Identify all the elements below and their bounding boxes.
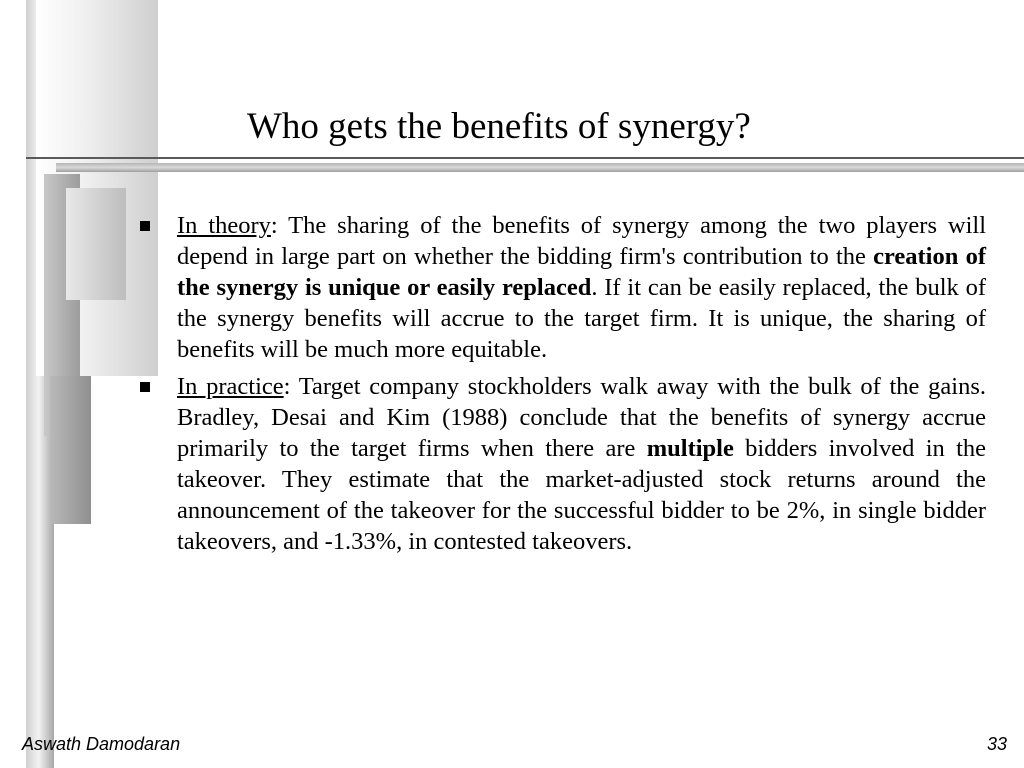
bullet-item <box>140 371 986 557</box>
square-bullet-icon <box>140 221 150 231</box>
footer-author: Aswath Damodaran <box>22 734 181 754</box>
bullet-text: : Target company stockholders walk away with the bulk of the gains. Bradley, Desai and Kim (1988) conclude that the benefits of synergy accrue primarily to the target firms when there are <box>177 373 986 462</box>
decorative-bar <box>66 188 126 300</box>
slide-title: Who gets the benefits of synergy? <box>247 106 751 147</box>
bullet-text: . If it can be easily replaced, the bulk of the synergy benefits will accrue to the target firm. It is unique, the sharing of benefits will be much more equitable. <box>177 274 986 363</box>
bullet-list <box>140 210 986 563</box>
bullet-emphasis: creation of the synergy is unique or easily replaced <box>177 243 986 301</box>
title-divider <box>26 157 1024 159</box>
page-number: 33 <box>986 734 1007 754</box>
bullet-text: : The sharing of the benefits of synergy among the two players will depend in large part on whether the bidding firm's contribution to the <box>177 212 986 270</box>
decorative-bar <box>50 376 91 524</box>
bullet-text: bidders involved in the takeover. They estimate that the market-adjusted stock returns around the announcement of the takeover for the successful bidder to be 2%, in single bidder takeovers, and -1.33%, in contested takeovers. <box>177 435 987 555</box>
bullet-heading: In theory <box>177 212 271 239</box>
title-divider-shadow <box>56 163 1024 172</box>
bullet-emphasis: multiple <box>646 435 734 462</box>
bullet-item <box>140 210 986 365</box>
bullet-heading: In practice <box>177 373 284 400</box>
square-bullet-icon <box>140 382 150 392</box>
